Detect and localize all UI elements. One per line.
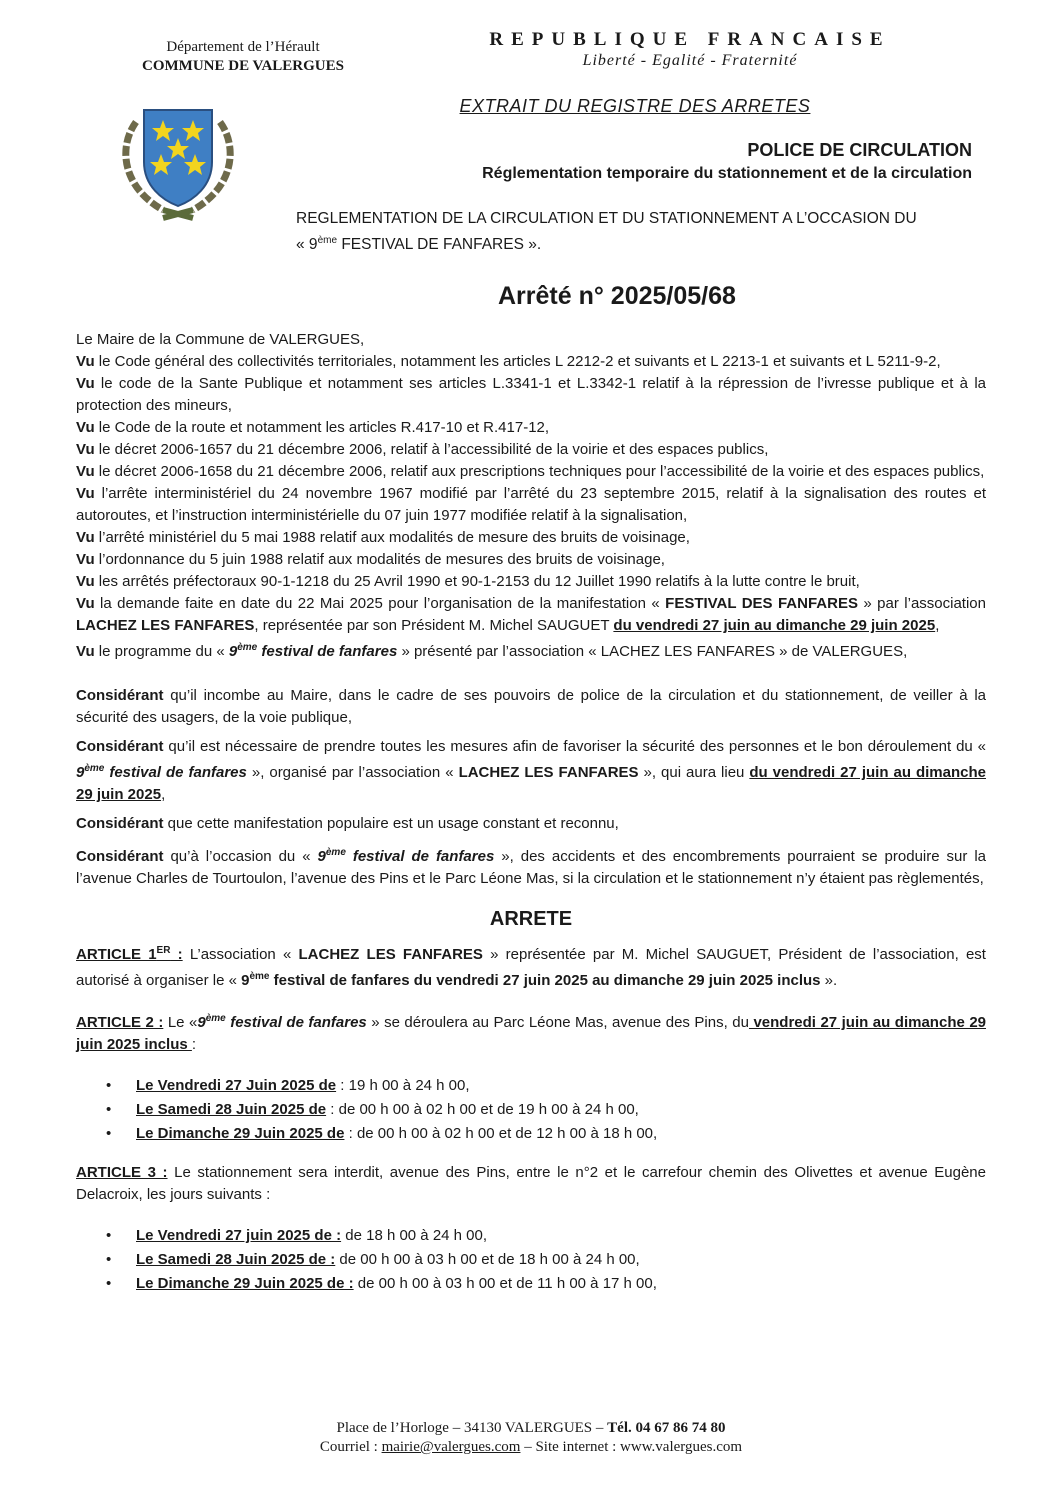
vu-item: Vu le code de la Sante Publique et notamment ses articles L.3341-1 et L.3342-1 relatif à la répression de l’ivresse publique et à la protection des mineurs,: [76, 375, 986, 414]
list-item: • Le Samedi 28 Juin 2025 de : de 00 h 00 à 02 h 00 et de 19 h 00 à 24 h 00,: [136, 1098, 986, 1122]
list-item: • Le Dimanche 29 Juin 2025 de : de 00 h 00 à 02 h 00 et de 12 h 00 à 18 h 00,: [136, 1122, 986, 1146]
vu-item: Vu l’arrêté ministériel du 5 mai 1988 relatif aux modalités de mesure des bruits de voisinage,: [76, 529, 690, 546]
article-3: ARTICLE 3 : Le stationnement sera interdit, avenue des Pins, entre le n°2 et le carrefour chemin des Olivettes et avenue Eugène Delacroix, les jours suivants :: [76, 1164, 986, 1203]
article-3-schedule: [76, 1224, 986, 1296]
footer-address: Place de l’Horloge – 34130 VALERGUES –: [336, 1420, 608, 1436]
list-item: • Le Dimanche 29 Juin 2025 de : de 00 h 00 à 03 h 00 et de 11 h 00 à 17 h 00,: [136, 1272, 986, 1296]
commune-crest-icon: [108, 102, 248, 222]
vu-item: Vu le Code général des collectivités territoriales, notamment les articles L 2212-2 et suivants et L 2213-1 et suivants et L 5211-9-2,: [76, 353, 941, 370]
vu-item: Vu l’arrête interministériel du 24 novembre 1967 modifié par l’arrêté du 23 septembre 2015, relatif à la signalisation des routes et autoroutes, et l’instruction interministérielle du 07 juin 1977 modifiée relatif à la signalisation,: [76, 485, 986, 524]
republic-motto: Liberté - Egalité - Fraternité: [582, 52, 798, 69]
considerant-item: Considérant que cette manifestation populaire est un usage constant et reconnu,: [76, 815, 619, 832]
list-item: • Le Samedi 28 Juin 2025 de : de 00 h 00 à 03 h 00 et de 18 h 00 à 24 h 00,: [136, 1248, 986, 1272]
commune-name: COMMUNE DE VALERGUES: [142, 58, 344, 74]
footer-site: – Site internet : www.valergues.com: [520, 1439, 743, 1455]
police-block: [482, 140, 972, 183]
document-body: [76, 329, 986, 1296]
extrait-title: EXTRAIT DU REGISTRE DES ARRETES: [459, 96, 811, 116]
considerant-item: Considérant qu’à l’occasion du « 9ème festival de fanfares », des accidents et des encombrements pourraient se produire sur la l’avenue Charles de Tourtoulon, l’avenue des Pins et le Parc Léone Mas, si la circulation et le stationnement n’y étaient pas règlementés,: [76, 847, 987, 887]
arrete-number: Arrêté n° 2025/05/68: [498, 282, 736, 310]
police-title: POLICE DE CIRCULATION: [747, 140, 972, 160]
email-link[interactable]: mairie@valergues.com: [381, 1439, 521, 1455]
considerant-item: Considérant qu’il incombe au Maire, dans le cadre de ses pouvoirs de police de la circulation et du stationnement, de veiller à la sécurité des usagers, de la voie publique,: [76, 687, 986, 726]
article-1: ARTICLE 1ER : L’association « LACHEZ LES FANFARES » représentée par M. Michel SAUGUET, Président de l’association, est autorisé à organiser le « 9ème festival de fanfares du vendredi 27 juin 2025 au dimanche 29 juin 2025 inclus ».: [76, 945, 986, 989]
footer-phone: Tél. 04 67 86 74 80: [607, 1420, 726, 1436]
republic-block: [420, 29, 960, 70]
article-2-schedule: [76, 1074, 986, 1146]
vu-item: Vu l’ordonnance du 5 juin 1988 relatif aux modalités de mesures des bruits de voisinage,: [76, 551, 665, 568]
vu-demande: Vu la demande faite en date du 22 Mai 2025 pour l’organisation de la manifestation « FESTIVAL DES FANFARES » par l’association LACHEZ LES FANFARES, représentée par son Président M. Michel SAUGUET du vendredi 27 juin au dimanche 29 juin 2025,: [76, 595, 986, 634]
police-subtitle: Réglementation temporaire du stationnement et de la circulation: [482, 165, 972, 182]
vu-item: Vu le Code de la route et notamment les articles R.417-10 et R.417-12,: [76, 419, 550, 436]
department-block: [88, 38, 398, 76]
vu-item: Vu les arrêtés préfectoraux 90-1-1218 du 25 Avril 1990 et 90-1-2153 du 12 Juillet 1990 relatifs à la lutte contre le bruit,: [76, 573, 860, 590]
list-item: • Le Vendredi 27 juin 2025 de : de 18 h 00 à 24 h 00,: [136, 1224, 986, 1248]
article-2: ARTICLE 2 : Le «9ème festival de fanfares » se déroulera au Parc Léone Mas, avenue des Pins, du vendredi 27 juin au dimanche 29 juin 2025 inclus :: [76, 1013, 986, 1053]
vu-item: Vu le décret 2006-1658 du 21 décembre 2006, relatif aux prescriptions techniques pour l’accessibilité de la voirie et des espaces publics,: [76, 463, 985, 480]
vu-item: Vu le décret 2006-1657 du 21 décembre 2006, relatif à l’accessibilité de la voirie et des espaces publics,: [76, 441, 769, 458]
department-name: Département de l’Hérault: [166, 39, 320, 55]
arrete-heading: ARRETE: [489, 908, 573, 930]
considerant-item: Considérant qu’il est nécessaire de prendre toutes les mesures afin de favoriser la sécurité des personnes et le bon déroulement du « 9ème festival de fanfares », organisé par l’association « LACHEZ LES FANFARES », qui aura lieu du vendredi 27 juin au dimanche 29 juin 2025,: [76, 738, 986, 803]
reglementation-title: REGLEMENTATION DE LA CIRCULATION ET DU STATIONNEMENT A L’OCCASION DU « 9ème FESTIVAL DE FANFARES ».: [296, 210, 917, 254]
list-item: • Le Vendredi 27 Juin 2025 de : 19 h 00 à 24 h 00,: [136, 1074, 986, 1098]
republic-title: REPUBLIQUE FRANCAISE: [489, 29, 891, 50]
footer: Place de l’Horloge – 34130 VALERGUES – Tél. 04 67 86 74 80 Courriel : mairie@valergues.com – Site internet : www.valergues.com: [319, 1420, 743, 1455]
vu-programme: Vu le programme du « 9ème festival de fanfares » présenté par l’association « LACHEZ LES FANFARES » de VALERGUES,: [76, 642, 908, 660]
intro: Le Maire de la Commune de VALERGUES,: [76, 331, 365, 348]
